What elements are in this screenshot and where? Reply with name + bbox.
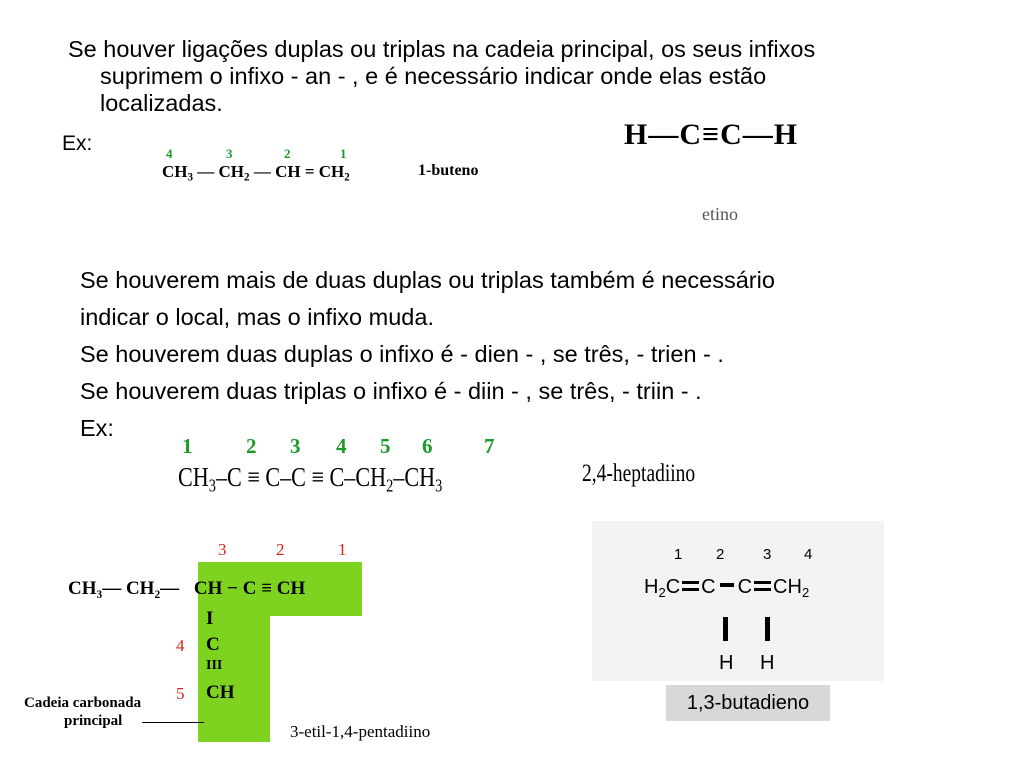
butadieno-panel (592, 521, 884, 681)
pentadiino-number: 4 (176, 636, 185, 655)
pentadiino-number: 1 (338, 540, 347, 559)
butadieno-formula: $H_2C$ C C $CH_2$ (644, 576, 810, 600)
main-chain-label: Cadeia carbonada principal (24, 695, 142, 729)
buteno-number: 3 (226, 146, 233, 161)
heptadiino-number: 2 (246, 434, 257, 458)
heptadiino-number: 4 (336, 434, 347, 458)
buteno-number: 2 (284, 146, 291, 161)
heptadiino-formula: $CH_3-C \equiv C-C \equiv C-CH_2-CH_3$ (178, 462, 443, 496)
butadieno-number: 1 (674, 546, 683, 563)
butadieno-bond-bar (723, 617, 728, 641)
heptadiino-number: 1 (182, 434, 193, 458)
buteno-number: 1 (340, 146, 347, 161)
butadieno-number: 3 (763, 546, 772, 563)
butadieno-number: 2 (716, 546, 725, 563)
butadieno-hydrogen: H (760, 652, 775, 674)
rules-line-3: Se houverem duas duplas o infixo é - dien - , se três, - trien - . (80, 341, 724, 367)
etino-name: etino (702, 204, 738, 224)
buteno-formula: $CH_3$ — $CH_2$ — CH = $CH_2$ (162, 162, 350, 184)
heptadiino-name: 2,4-heptadiino (582, 460, 696, 487)
heptadiino-number: 3 (290, 434, 301, 458)
butadieno-name: 1,3-butadieno (666, 685, 830, 721)
intro-line-2: suprimem o infixo - an - , e é necessário indicar onde elas estão (100, 63, 767, 89)
pentadiino-number: 3 (218, 540, 227, 559)
intro-line-3: localizadas. (100, 90, 223, 116)
pentadiino-main-row (68, 578, 305, 600)
heptadiino-number: 5 (380, 434, 391, 458)
pentadiino-name: 3-etil-1,4-pentadiino (290, 722, 431, 741)
butadieno-number: 4 (804, 546, 813, 563)
pentadiino-number: 5 (176, 684, 185, 703)
heptadiino-number: 6 (422, 434, 433, 458)
example-label-1: Ex: (62, 132, 93, 155)
rules-line-2: indicar o local, mas o infixo muda. (80, 304, 434, 330)
rules-line-1: Se houverem mais de duas duplas ou triplas também é necessário (80, 267, 775, 293)
pentadiino-ethyl-group: CH₃— CH₂— (68, 578, 180, 599)
butadieno-hydrogen: H (719, 652, 734, 674)
pentadiino-triple-bond: III (206, 658, 223, 673)
pentadiino-terminal-ch: CH (206, 682, 235, 703)
rules-line-4: Se houverem duas triplas o infixo é - diin - , se três, - triin - . (80, 378, 702, 404)
intro-line-1: Se houver ligações duplas ou triplas na cadeia principal, os seus infixos (68, 36, 816, 62)
example-label-2: Ex: (80, 415, 114, 441)
etino-formula: H—C≡C—H (624, 118, 799, 151)
buteno-number: 4 (166, 146, 173, 161)
butadieno-bond-bar (765, 617, 770, 641)
pentadiino-carbon: C (206, 634, 220, 655)
heptadiino-number: 7 (484, 434, 495, 458)
pentadiino-number: 2 (276, 540, 285, 559)
rules-paragraph (80, 262, 980, 447)
buteno-name: 1-buteno (418, 162, 479, 179)
pentadiino-chain-top: CH − C ≡ CH (193, 578, 306, 599)
pentadiino-bond: I (206, 608, 214, 629)
main-chain-pointer (142, 722, 204, 723)
intro-paragraph (68, 36, 988, 117)
